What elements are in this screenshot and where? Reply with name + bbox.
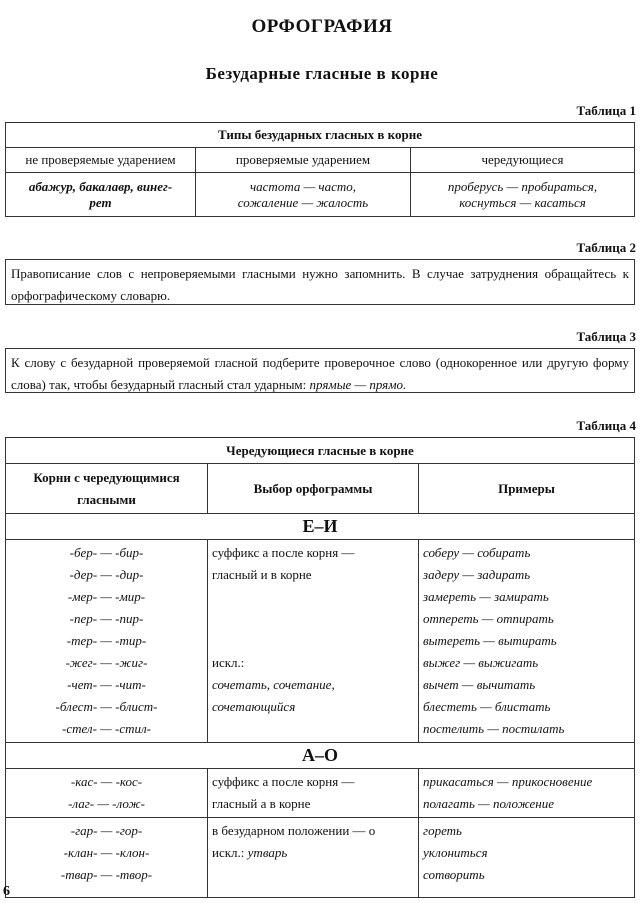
section-e-i: Е–И (6, 514, 635, 540)
example: задеру — задирать (423, 567, 531, 582)
example: вычет — вычитать (423, 677, 536, 692)
page-title: ОРФОГРАФИЯ (251, 16, 393, 37)
example: абажур, бакалавр, винег- (28, 178, 173, 194)
example: соберу — собирать (423, 545, 531, 560)
example: полагать — положение (423, 796, 555, 811)
table2-label: Таблица 2 (576, 240, 636, 255)
table3-label: Таблица 3 (576, 329, 636, 344)
table4-header: Чередующиеся гласные в корне (6, 438, 635, 464)
example: рет (89, 194, 112, 210)
exception-label: искл.: (212, 845, 248, 860)
root: -мер- — -мир- (67, 589, 146, 604)
column-header: Выбор орфограммы (208, 464, 419, 514)
table1 (5, 122, 635, 217)
rule: в безударном положении — о (212, 823, 376, 838)
section-title: Безударные гласные в корне (205, 64, 439, 83)
table3-text: К слову с безударной проверяемой гласной подберите проверочное слово (однокоренное или другую форму слова) так, чтобы безударный гласный стал ударным: (11, 355, 629, 392)
exception: сочетающийся (212, 699, 296, 714)
root: -бер- — -бир- (69, 545, 144, 560)
example: вытереть — вытирать (423, 633, 557, 648)
rule: суффикс а после корня — (212, 545, 355, 560)
root: -тер- — -тир- (66, 633, 147, 648)
table3-box (5, 348, 635, 393)
example: прикасаться — прикосновение (423, 774, 593, 789)
table4-label: Таблица 4 (576, 418, 636, 433)
column-header: чередующиеся (411, 148, 635, 173)
example: уклониться (423, 845, 488, 860)
table4 (5, 437, 635, 898)
rule: суффикс а после корня — (212, 774, 355, 789)
root: -стел- — -стил- (62, 721, 151, 736)
column-header: Корни с чередующимися гласными (6, 464, 208, 514)
example: проберусь — пробираться, (447, 178, 598, 194)
table2-text: Правописание слов с непроверяемыми гласными нужно запомнить. В случае затруднения обращайтесь к орфографическому словарю. (11, 266, 629, 303)
example: замереть — замирать (423, 589, 549, 604)
root: -кас- — -кос- (70, 774, 143, 789)
root: -клан- — -клон- (63, 845, 150, 860)
table1-label: Таблица 1 (576, 103, 636, 118)
root: -твар- — -твор- (60, 867, 153, 882)
exception: сочетать, сочетание, (212, 677, 335, 692)
root: -блест- — -блист- (55, 699, 158, 714)
example: блестеть — блистать (423, 699, 551, 714)
example: отпереть — отпирать (423, 611, 554, 626)
root: -дер- — -дир- (69, 567, 144, 582)
root: -лаг- — -лож- (68, 796, 145, 811)
rule: гласный и в корне (212, 567, 312, 582)
example: сожаление — жалость (237, 194, 369, 210)
exception-label: искл.: (212, 655, 245, 670)
column-header: проверяемые ударением (196, 148, 411, 173)
example: постелить — постилать (423, 721, 565, 736)
root: -гар- — -гор- (70, 823, 143, 838)
table3-example: прямые — прямо. (309, 377, 407, 392)
page-number: 6 (3, 884, 10, 899)
root: -пер- — -пир- (69, 611, 144, 626)
example: коснуться — касаться (459, 194, 586, 210)
table2-box (5, 259, 635, 305)
example: сотворить (423, 867, 485, 882)
column-header: Примеры (419, 464, 635, 514)
example: выжег — выжигать (423, 655, 539, 670)
rule: гласный а в корне (212, 796, 311, 811)
example: частота — часто, (249, 178, 357, 194)
root: -чет- — -чит- (67, 677, 146, 692)
example: гореть (423, 823, 462, 838)
column-header: не проверяемые ударением (6, 148, 196, 173)
section-a-o: А–О (6, 743, 635, 769)
exception: утварь (247, 845, 288, 860)
root: -жег- — -жиг- (65, 655, 148, 670)
table1-header: Типы безударных гласных в корне (6, 123, 635, 148)
